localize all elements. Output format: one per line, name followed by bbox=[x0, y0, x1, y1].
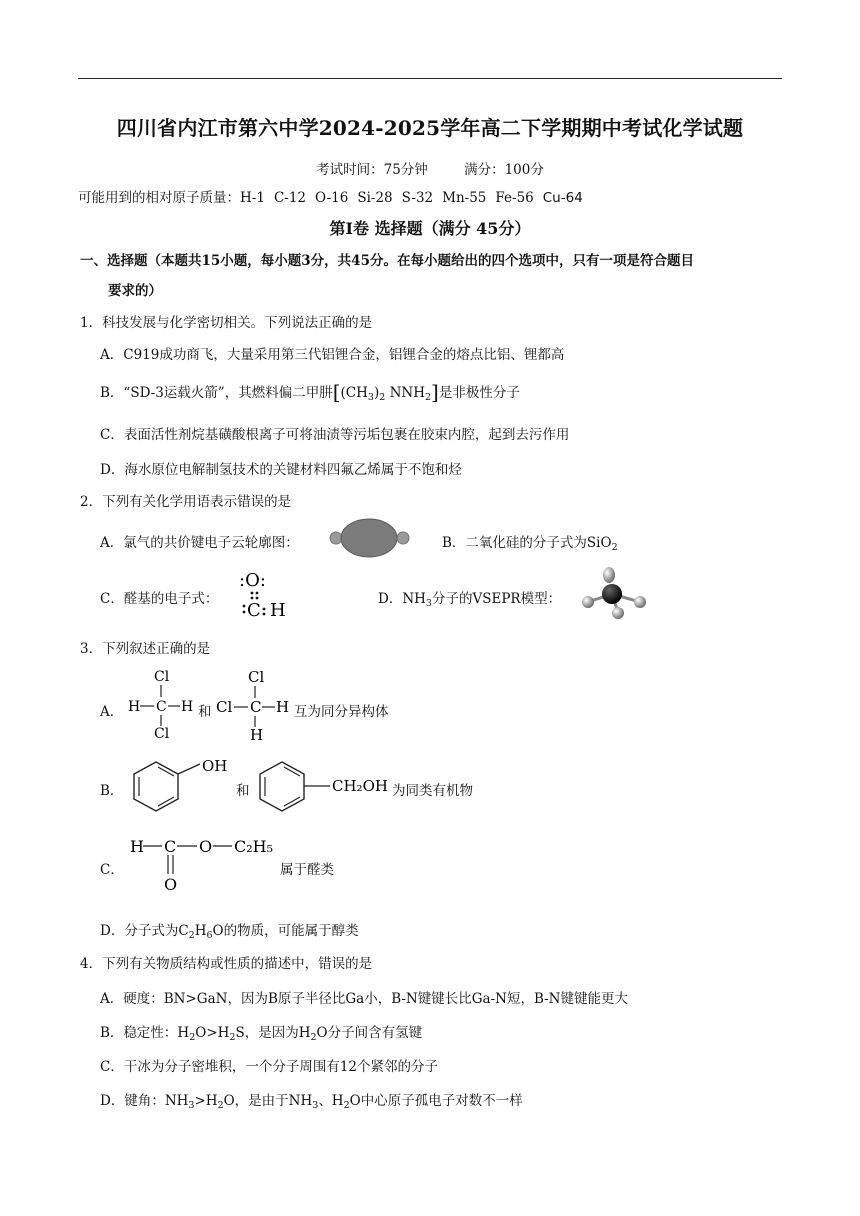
double-bond bbox=[284, 767, 300, 776]
atom-o: O bbox=[199, 837, 213, 856]
q1-option-c: C．表面活性剂烷基磺酸根离子可将油渍等污垢包裹在胶束内腔，起到去污作用 bbox=[100, 427, 570, 443]
q3-d-post: O的物质，可能属于醇类 bbox=[212, 923, 359, 939]
q3-d-pre: D．分子式为C bbox=[100, 923, 189, 939]
q2-option-d bbox=[378, 587, 561, 607]
subscript: 2 bbox=[188, 930, 195, 941]
atom-h: H bbox=[276, 698, 290, 716]
q2-option-c: C．醛基的电子式： bbox=[100, 591, 219, 607]
electron-cloud-figure bbox=[328, 516, 412, 560]
bond-dot bbox=[251, 592, 254, 595]
subscript: 2 bbox=[379, 392, 386, 403]
q4-d-mid2: O，是由于NH bbox=[223, 1093, 313, 1109]
bracket-open: [ bbox=[332, 380, 341, 404]
q4-d-pre: D．键角：NH bbox=[100, 1093, 189, 1109]
atom-h: H bbox=[250, 726, 264, 742]
subscript: 2 bbox=[217, 1100, 224, 1111]
q1-b-post: 是非极性分子 bbox=[438, 385, 520, 401]
ch-dot bbox=[263, 608, 266, 611]
q3-b-label: B． bbox=[100, 783, 124, 799]
exam-title: 四川省内江市第六中学2024-2025学年高二下学期期中考试化学试题 bbox=[116, 116, 744, 140]
mass-item: Fe-56 bbox=[495, 190, 534, 206]
subscript: 2 bbox=[229, 1032, 236, 1043]
atom-h: H bbox=[128, 699, 141, 715]
exam-score: 满分：100分 bbox=[464, 162, 544, 178]
mass-item: S-32 bbox=[401, 190, 434, 206]
benzyl-alcohol-structure bbox=[252, 754, 392, 818]
q4-option-a: A．硬度：BN>GaN，因为B原子半径比Ga小，B-N键键长比Ga-N短，B-N键键能更大 bbox=[100, 991, 628, 1007]
phenol-structure bbox=[126, 754, 236, 818]
benzene-ring bbox=[260, 762, 304, 811]
q4-option-d bbox=[100, 1089, 523, 1109]
lone-dot bbox=[243, 611, 246, 614]
electron-o: :O: bbox=[239, 570, 266, 591]
dichloromethane-structure-2 bbox=[214, 668, 294, 742]
q4-b-mid: O>H bbox=[195, 1025, 230, 1041]
h-atom bbox=[612, 607, 624, 619]
subscript: 3 bbox=[188, 1100, 195, 1111]
subscript: 2 bbox=[310, 1032, 317, 1043]
n-atom bbox=[602, 584, 622, 604]
aldehyde-electron-formula bbox=[230, 566, 300, 622]
subscript: 3 bbox=[425, 598, 432, 609]
q2-option-a: A．氯气的共价键电子云轮廓图： bbox=[100, 535, 299, 551]
q4-option-c: C．干冰为分子密堆积，一个分子周围有12个紧邻的分子 bbox=[100, 1059, 439, 1075]
formula-nnh: NNH bbox=[389, 385, 425, 401]
exam-time: 考试时间：75分钟 bbox=[316, 162, 428, 178]
q4-stem: 4．下列有关物质结构或性质的描述中，错误的是 bbox=[80, 956, 373, 972]
q4-d-mid3: 、H bbox=[318, 1093, 344, 1109]
q4-d-mid: >H bbox=[194, 1093, 218, 1109]
atom-cl: Cl bbox=[154, 669, 170, 685]
group-ethyl: C₂H₅ bbox=[234, 837, 274, 856]
atom-cl: Cl bbox=[154, 726, 170, 740]
double-bond bbox=[158, 797, 174, 806]
q1-option-d: D．海水原位电解制氢技术的关键材料四氟乙烯属于不饱和烃 bbox=[100, 462, 462, 478]
mass-item: H-1 bbox=[240, 190, 265, 206]
electron-c: C bbox=[247, 600, 261, 621]
formula-ch3: (CH bbox=[340, 385, 368, 401]
cl-atom-left bbox=[330, 532, 342, 544]
h-atom bbox=[634, 596, 646, 608]
q3-a-label: A． bbox=[100, 704, 124, 720]
atom-c: C bbox=[164, 837, 177, 856]
q2-d-post: 分子的VSEPR模型： bbox=[431, 591, 562, 607]
atom-o: O bbox=[164, 875, 178, 894]
bond-cloud bbox=[341, 519, 397, 557]
group-oh: OH bbox=[202, 757, 228, 775]
section-title: 第Ⅰ卷 选择题（满分 45分） bbox=[329, 219, 531, 238]
h-atom bbox=[582, 596, 594, 608]
q2-b-text: B．二氧化硅的分子式为SiO bbox=[442, 535, 612, 551]
q3-b-and: 和 bbox=[236, 783, 250, 799]
q2-d-pre: D．NH bbox=[378, 591, 426, 607]
atom-h: H bbox=[181, 699, 194, 715]
cl-atom-right bbox=[397, 532, 409, 544]
q4-b-mid2: S，是因为H bbox=[235, 1025, 311, 1041]
subscript: 6 bbox=[206, 930, 213, 941]
paren-close: ) bbox=[373, 385, 380, 401]
bond-dot bbox=[251, 597, 254, 600]
ethyl-formate-structure bbox=[126, 832, 278, 894]
q3-option-d bbox=[100, 919, 359, 939]
mass-item: Si-28 bbox=[357, 190, 393, 206]
q1-b-pre: B．“SD-3运载火箭”，其燃料偏二甲肼 bbox=[100, 385, 333, 401]
q4-d-post: O中心原子孤电子对数不一样 bbox=[349, 1093, 523, 1109]
atom-cl: Cl bbox=[216, 698, 233, 716]
double-bond bbox=[158, 767, 174, 776]
atom-cl: Cl bbox=[248, 668, 265, 686]
bond bbox=[178, 764, 200, 774]
instruction-line-2: 要求的） bbox=[108, 283, 162, 299]
section-instruction bbox=[80, 246, 790, 306]
exam-meta bbox=[0, 158, 860, 178]
lone-pair bbox=[603, 567, 615, 583]
q2-stem: 2．下列有关化学用语表示错误的是 bbox=[80, 494, 292, 510]
mass-item: Cu-64 bbox=[542, 190, 583, 206]
header-rule bbox=[78, 78, 782, 79]
double-bond bbox=[284, 797, 300, 806]
atom-c: C bbox=[250, 698, 262, 716]
q1-option-a: A．C919成功商飞，大量采用第三代铝锂合金，铝锂合金的熔点比铝、锂都高 bbox=[100, 347, 565, 363]
q4-b-pre: B．稳定性：H bbox=[100, 1025, 190, 1041]
bond-dot bbox=[256, 592, 259, 595]
q1-stem: 1．科技发展与化学密切相关。下列说法正确的是 bbox=[80, 315, 373, 331]
benzene-ring bbox=[134, 762, 178, 811]
subscript: 2 bbox=[343, 1100, 350, 1111]
mass-item: O-16 bbox=[315, 190, 349, 206]
q2-option-b bbox=[442, 531, 618, 551]
q3-c-post: 属于醛类 bbox=[280, 862, 334, 878]
bracket-close: ] bbox=[431, 380, 439, 404]
group-ch2oh: CH₂OH bbox=[332, 777, 388, 795]
q3-c-label: C． bbox=[100, 862, 124, 878]
mass-item: C-12 bbox=[273, 190, 307, 206]
q3-b-post: 为同类有机物 bbox=[392, 783, 473, 799]
electron-h: H bbox=[270, 600, 286, 621]
atomic-masses bbox=[78, 186, 592, 206]
instruction-line-1: 一、选择题（本题共15小题，每小题3分，共45分。在每小题给出的四个选项中，只有一项是符合题目 bbox=[80, 253, 694, 269]
atom-c: C bbox=[156, 699, 167, 715]
masses-label: 可能用到的相对原子质量： bbox=[78, 190, 240, 206]
ch-dot bbox=[263, 613, 266, 616]
q1-option-b bbox=[100, 380, 520, 404]
subscript: 2 bbox=[189, 1032, 196, 1043]
q3-a-post: 互为同分异构体 bbox=[294, 704, 389, 720]
subscript: 3 bbox=[312, 1100, 319, 1111]
subscript: 2 bbox=[611, 542, 618, 553]
bond-dot bbox=[256, 597, 259, 600]
q4-option-b bbox=[100, 1021, 422, 1041]
nh3-vsepr-model bbox=[574, 564, 654, 620]
atom-h: H bbox=[130, 837, 144, 856]
q3-stem: 3．下列叙述正确的是 bbox=[80, 641, 211, 657]
lone-dot bbox=[243, 605, 246, 608]
dichloromethane-structure-1 bbox=[126, 668, 196, 740]
mass-item: Mn-55 bbox=[442, 190, 487, 206]
atom-h-inline: H bbox=[194, 923, 207, 939]
subscript: 2 bbox=[424, 392, 432, 403]
q4-b-post: O分子间含有氢键 bbox=[316, 1025, 423, 1041]
q3-a-and: 和 bbox=[198, 704, 212, 720]
subscript: 3 bbox=[367, 392, 374, 403]
